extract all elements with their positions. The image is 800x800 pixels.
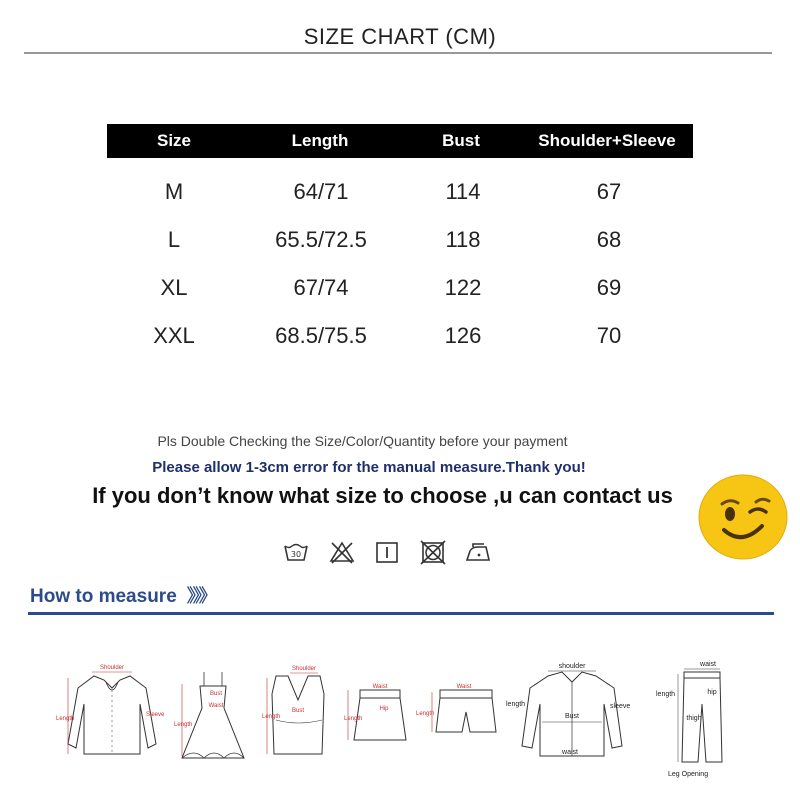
svg-text:Length: Length	[344, 716, 363, 722]
winking-face-icon	[698, 474, 788, 560]
cell-size: L	[167, 227, 181, 252]
check-note: Pls Double Checking the Size/Color/Quantity before your payment	[157, 433, 568, 449]
svg-text:hip: hip	[707, 689, 717, 696]
no-bleach-icon	[328, 538, 356, 566]
skirt-diagram	[344, 680, 408, 750]
cell-bust: 126	[444, 323, 482, 348]
cell-shoulder-sleeve: 69	[596, 275, 622, 300]
svg-text:Length: Length	[262, 714, 281, 720]
svg-text:length: length	[656, 691, 676, 698]
table-row	[107, 264, 693, 312]
cell-bust: 114	[445, 179, 481, 204]
table-row	[107, 312, 693, 360]
section-divider	[28, 612, 774, 615]
header-size: Size	[156, 131, 192, 150]
svg-text:Bust: Bust	[209, 691, 223, 697]
cell-shoulder-sleeve: 68	[596, 227, 622, 252]
cell-length: 67/74	[293, 275, 349, 300]
shorts-diagram	[414, 680, 500, 740]
header-length: Length	[291, 131, 349, 150]
svg-text:Length: Length	[174, 722, 193, 728]
care-icons	[282, 538, 492, 568]
iron-icon	[464, 538, 492, 566]
title-divider	[24, 52, 772, 54]
svg-text:waist: waist	[700, 661, 716, 668]
size-table	[107, 124, 693, 360]
cell-shoulder-sleeve: 67	[596, 179, 622, 204]
cell-size: XL	[160, 275, 188, 300]
svg-text:Sleeve: Sleeve	[146, 712, 165, 718]
header-shoulder-sleeve: Shoulder+Sleeve	[538, 131, 676, 150]
svg-text:Waist: Waist	[372, 684, 388, 690]
svg-text:Leg Opening: Leg Opening	[668, 771, 709, 778]
svg-text:sleeve: sleeve	[610, 703, 631, 710]
error-note: Please allow 1-3cm error for the manual measure.Thank you!	[152, 459, 586, 476]
blouse-diagram	[54, 658, 166, 762]
table-row	[107, 216, 693, 264]
contact-note: If you don’t know what size to choose ,u can contact us	[92, 483, 673, 508]
svg-text:thigh: thigh	[686, 715, 702, 722]
wash-30-icon	[282, 538, 310, 566]
chevrons-right-icon: 》》》	[186, 586, 214, 606]
page-title: SIZE CHART (CM)	[303, 24, 497, 49]
how-to-measure-heading	[30, 582, 214, 608]
cell-size: M	[164, 179, 184, 204]
cell-size: XXL	[153, 323, 195, 348]
svg-text:30: 30	[290, 550, 302, 559]
cell-length: 64/71	[293, 179, 349, 204]
svg-text:Bust: Bust	[564, 713, 580, 720]
table-row	[107, 168, 693, 216]
cell-shoulder-sleeve: 70	[596, 323, 622, 348]
svg-text:Waist: Waist	[456, 684, 472, 690]
header-bust: Bust	[442, 131, 480, 150]
svg-text:length: length	[506, 701, 526, 708]
pants-diagram	[654, 656, 726, 780]
coat-diagram	[504, 660, 636, 764]
table-header	[107, 124, 693, 158]
tank-diagram	[262, 660, 332, 764]
svg-text:Shoulder: Shoulder	[99, 665, 125, 671]
svg-text:shoulder: shoulder	[558, 663, 586, 670]
cell-length: 68.5/75.5	[275, 323, 367, 348]
svg-text:Length: Length	[56, 716, 75, 722]
svg-text:Length: Length	[416, 711, 435, 717]
cell-length: 65.5/72.5	[275, 227, 367, 252]
svg-text:Waist: Waist	[208, 703, 224, 709]
svg-text:Hip: Hip	[379, 706, 389, 712]
svg-text:waist: waist	[562, 749, 578, 756]
svg-text:Shoulder: Shoulder	[291, 666, 317, 672]
how-to-measure-label: How to measure	[30, 586, 177, 607]
no-tumble-dry-icon	[419, 538, 447, 566]
dry-flat-icon	[373, 538, 401, 566]
cell-bust: 118	[445, 227, 481, 252]
cell-bust: 122	[444, 275, 482, 300]
svg-text:Bust: Bust	[291, 708, 305, 714]
dress-diagram	[174, 668, 250, 768]
